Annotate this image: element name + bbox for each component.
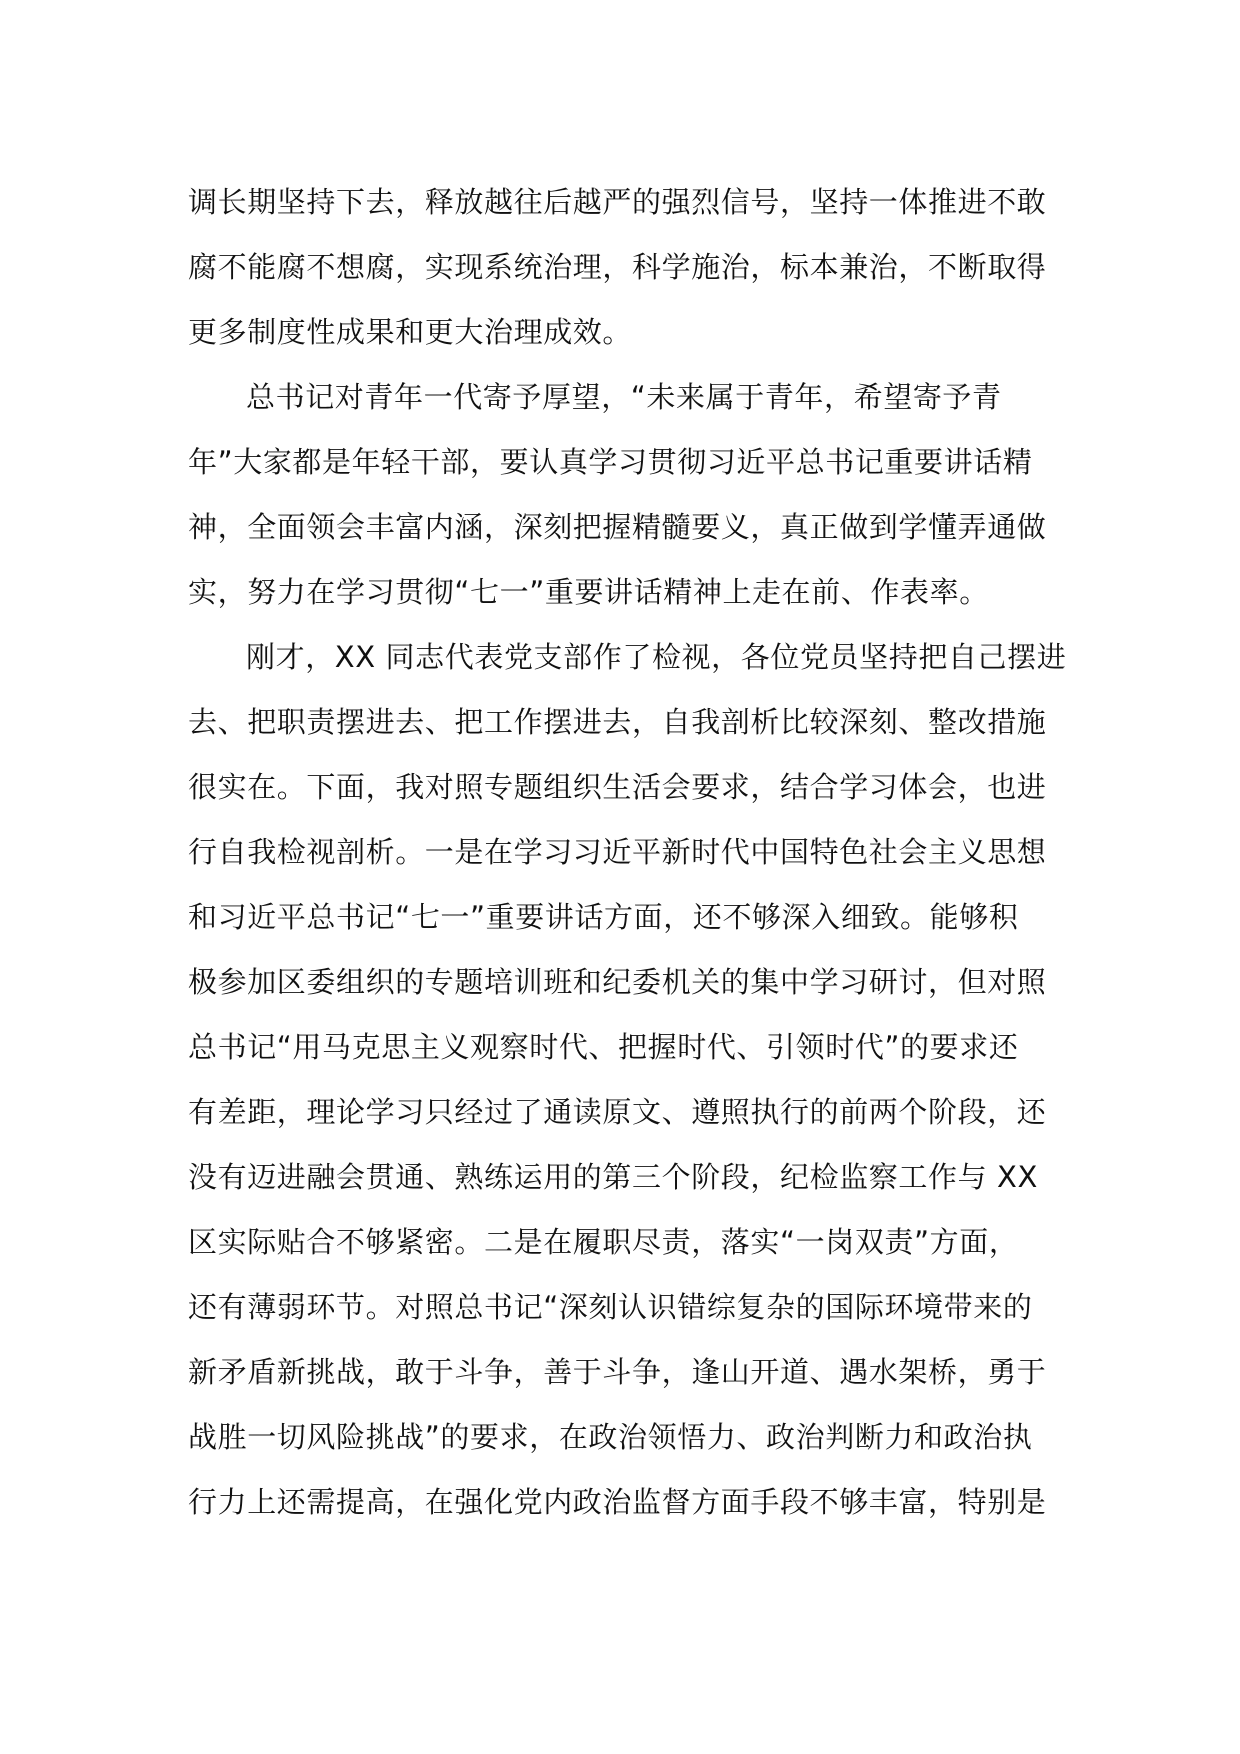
text-line: 很实在。下面，我对照专题组织生活会要求，结合学习体会，也进 xyxy=(188,770,1047,804)
text-line: 实，努力在学习贯彻“七一”重要讲话精神上走在前、作表率。 xyxy=(188,575,989,609)
text-line: 调长期坚持下去，释放越往后越严的强烈信号，坚持一体推进不敢 xyxy=(188,185,1047,219)
text-line: 总书记“用马克思主义观察时代、把握时代、引领时代”的要求还 xyxy=(188,1030,1019,1064)
body-text xyxy=(188,170,1067,1535)
text-line: 区实际贴合不够紧密。二是在履职尽责，落实“一岗双责”方面， xyxy=(188,1225,1019,1259)
text-line: 和习近平总书记“七一”重要讲话方面，还不够深入细致。能够积 xyxy=(188,900,1019,934)
text-line: 更多制度性成果和更大治理成效。 xyxy=(188,315,633,349)
text-line: 还有薄弱环节。对照总书记“深刻认识错综复杂的国际环境带来的 xyxy=(188,1290,1033,1324)
text-line: 没有迈进融会贯通、熟练运用的第三个阶段，纪检监察工作与 XX xyxy=(188,1160,1038,1194)
text-line: 年”大家都是年轻干部，要认真学习贯彻习近平总书记重要讲话精 xyxy=(188,445,1033,479)
text-line: 行自我检视剖析。一是在学习习近平新时代中国特色社会主义思想 xyxy=(188,835,1047,869)
text-line: 战胜一切风险挑战”的要求，在政治领悟力、政治判断力和政治执 xyxy=(188,1420,1033,1454)
text-line: 新矛盾新挑战，敢于斗争，善于斗争，逢山开道、遇水架桥，勇于 xyxy=(188,1355,1047,1389)
text-line: 有差距，理论学习只经过了通读原文、遵照执行的前两个阶段，还 xyxy=(188,1095,1047,1129)
text-line-paragraph-start: 刚才，XX 同志代表党支部作了检视，各位党员坚持把自己摆进 xyxy=(246,640,1067,674)
text-line: 神，全面领会丰富内涵，深刻把握精髓要义，真正做到学懂弄通做 xyxy=(188,510,1047,544)
text-line: 腐不能腐不想腐，实现系统治理，科学施治，标本兼治，不断取得 xyxy=(188,250,1047,284)
text-line-paragraph-start: 总书记对青年一代寄予厚望，“未来属于青年，希望寄予青 xyxy=(246,380,1002,414)
text-line: 去、把职责摆进去、把工作摆进去，自我剖析比较深刻、整改措施 xyxy=(188,705,1047,739)
text-line: 行力上还需提高，在强化党内政治监督方面手段不够丰富，特别是 xyxy=(188,1485,1047,1519)
text-line: 极参加区委组织的专题培训班和纪委机关的集中学习研讨，但对照 xyxy=(188,965,1047,999)
